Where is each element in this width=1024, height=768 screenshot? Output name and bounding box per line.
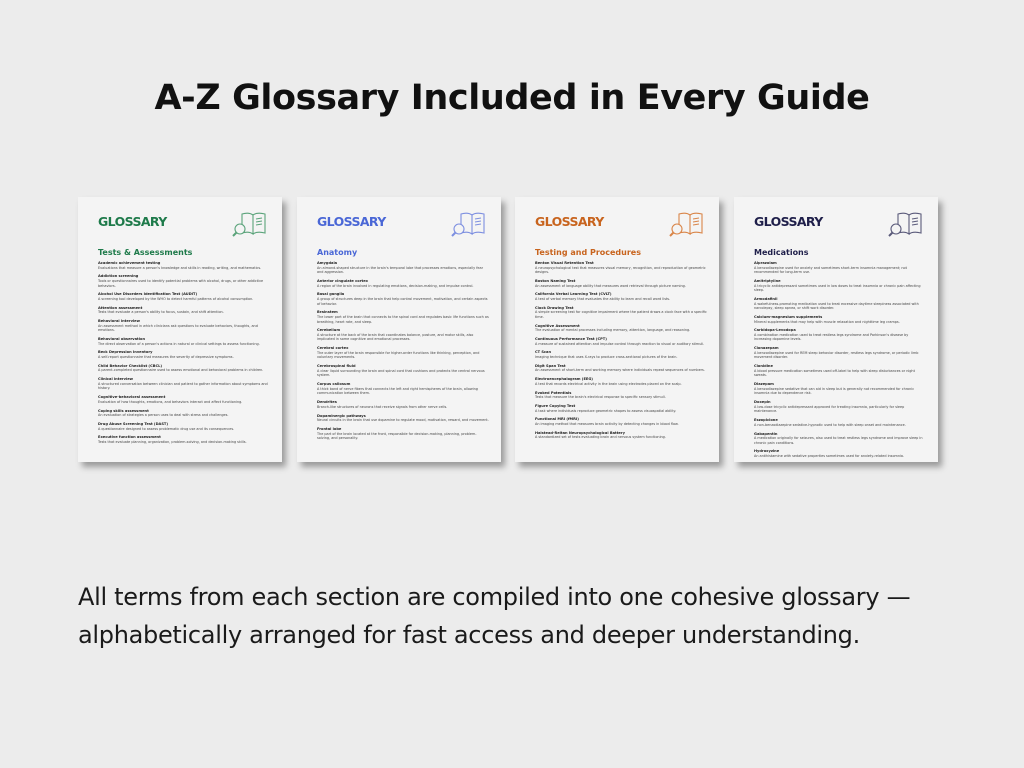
entry-definition: Evaluation of how thoughts, emotions, and behaviors interact and affect functioning. [98,399,243,404]
entry-definition: A benzodiazepine sedative that can aid in sleep but is generally not recommended for chronic insomnia due to dependence risk. [754,386,915,396]
entry-list [317,261,489,441]
entry-term: Behavioral interview [98,319,140,324]
entry-term: Figure Copying Test [535,403,576,408]
entry-term: Evoked Potentials [535,390,572,395]
entry-term: Hydroxyzine [754,449,780,454]
list-item [754,297,926,311]
entry-term: Academic achievement testing [98,261,161,265]
entry-term: California Verbal Learning Test (CVLT) [535,292,612,297]
entry-definition: A test that records electrical activity in the brain using electrodes placed on the scalp. [535,381,682,386]
list-item [754,418,926,427]
entry-definition: A self-report questionnaire that measures the severity of depressive symptoms. [98,355,234,360]
list-item [317,292,489,306]
list-item [98,350,270,359]
entry-term: Clonazepam [754,346,779,351]
list-item [535,324,707,333]
list-item [535,350,707,359]
entry-term: Clinical interview [98,377,133,382]
entry-definition: Tests that evaluate a person's ability to focus, sustain, and shift attention. [98,310,224,315]
entry-definition: A questionnaire designed to assess problematic drug use and its consequences. [98,426,235,431]
entry-term: Amygdala [317,261,338,265]
entry-term: Executive function assessment [98,435,161,440]
entry-term: Drug Abuse Screening Test (DAST) [98,421,169,426]
entry-definition: Imaging technique that uses X-rays to produce cross-sectional pictures of the brain. [535,355,678,360]
entry-term: Child Behavior Checklist (CBCL) [98,363,163,368]
list-item [535,417,707,426]
section-subtitle: Tests & Assessments [98,248,193,257]
entry-definition: Tests that evaluate planning, organization, problem-solving, and decision-making skills. [98,439,247,444]
list-item [98,261,270,270]
list-item [317,328,489,342]
list-item [98,319,270,333]
entry-list [754,261,926,459]
entry-term: Alprazolam [754,261,777,265]
list-item [535,431,707,440]
list-item [317,364,489,378]
entry-definition: The lower part of the brain that connects to the spinal cord and regulates basic life functions such as breathing, heart rate, and sleep. [317,314,489,324]
glossary-pages [78,197,948,467]
entry-definition: The direct observation of a person's actions in natural or clinical settings to assess functioning. [98,341,260,346]
list-item [535,279,707,288]
entry-definition: A benzodiazepine used for REM sleep behavior disorder, restless legs syndrome, or periodic limb movement disorder. [754,350,919,360]
entry-definition: A non-benzodiazepine sedative-hypnotic used to help with sleep onset and maintenance. [754,422,906,427]
entry-definition: A task where individuals reproduce geometric shapes to assess visuospatial ability. [535,408,677,413]
list-item [754,315,926,324]
list-item [98,422,270,431]
list-item [754,400,926,414]
entry-term: Functional MRI (fMRI) [535,417,579,422]
list-item [98,395,270,404]
list-item [98,274,270,288]
entry-term: Clock Drawing Test [535,305,574,310]
entry-term: Cerebral cortex [317,346,349,351]
entry-definition: A parent-completed questionnaire used to assess emotional and behavioral problems in children. [98,368,264,373]
entry-term: Anterior cingulate cortex [317,278,368,283]
list-item [317,382,489,396]
entry-definition: A measure of sustained attention and impulse control through reaction to visual or auditory stimuli. [535,341,705,346]
entry-definition: A simple screening test for cognitive impairment where the patient draws a clock face with a specific time. [535,310,707,319]
entry-definition: Tests that measure the brain's electrical response to specific sensory stimuli. [535,395,666,400]
description-text: All terms from each section are compiled into one cohesive glossary — alphabetically arranged for fast access and deeper understanding. [78,583,911,649]
glossary-title: GLOSSARY [317,214,386,229]
entry-definition: An assessment method in which clinicians ask questions to evaluate behaviors, thoughts, and emotions. [98,323,258,333]
entry-definition: A tricyclic antidepressant sometimes used in low doses to treat insomnia or chronic pain affecting sleep. [754,283,921,293]
section-subtitle: Testing and Procedures [535,248,641,257]
list-item [754,449,926,458]
book-magnifier-icon [669,210,705,238]
list-item [754,328,926,342]
list-item [535,404,707,413]
page-header [527,210,709,248]
entry-term: Frontal lobe [317,426,342,431]
list-item [754,432,926,446]
glossary-title: GLOSSARY [535,214,604,229]
entry-definition: An imaging method that measures brain activity by detecting changes in blood flow. [535,421,679,426]
entry-term: Alcohol Use Disorders Identification Test (AUDIT) [98,292,198,297]
book-magnifier-icon [232,210,268,238]
entry-term: Diazepam [754,382,774,387]
list-item [98,292,270,301]
entry-term: Cerebellum [317,328,341,333]
entry-definition: Evaluations that measure a person's knowledge and skills in reading, writing, and mathematics. [98,265,262,270]
entry-term: Armodafinil [754,296,778,301]
entry-definition: A structured conversation between clinician and patient to gather information about symptoms and history. [98,381,268,391]
entry-definition: A thick band of nerve fibers that connects the left and right hemispheres of the brain, allowing communication between them. [317,386,478,396]
entry-term: Beck Depression Inventory [98,350,153,355]
entry-term: Boston Naming Test [535,278,576,283]
list-item [98,409,270,418]
entry-term: Carbidopa-Levodopa [754,328,796,333]
list-item [317,414,489,423]
entry-definition: A medication originally for seizures, also used to treat restless legs syndrome and improve sleep in chronic pain conditions. [754,436,923,445]
entry-definition: A benzodiazepine used for anxiety and sometimes short-term insomnia management; not recommended for long-term use. [754,265,907,275]
glossary-page-medications [734,197,938,462]
entry-term: Eszopiclone [754,418,778,423]
book-magnifier-icon [888,210,924,238]
entry-term: Halstead-Reitan Neuropsychological Battery [535,430,625,435]
entry-definition: The part of the brain located at the front, responsible for decision-making, planning, problem-solving, and personality. [317,431,477,441]
entry-definition: A low-dose tricyclic antidepressant approved for treating insomnia, particularly for sleep maintenance. [754,404,905,414]
entry-definition: A screening tool developed by the WHO to detect harmful patterns of alcohol consumption. [98,296,254,301]
entry-definition: A standardized set of tests evaluating brain and nervous system functioning. [535,435,666,440]
list-item [317,427,489,441]
entry-definition: A test of verbal memory that evaluates the ability to learn and recall word lists. [535,296,671,301]
entry-definition: A neuropsychological test that measures visual memory, recognition, and reproduction of geometric designs. [535,265,706,275]
list-item [754,261,926,275]
entry-definition: A blood pressure medication sometimes used off-label to help with sleep disturbances or night sweats. [754,368,915,378]
entry-term: Cognitive-behavioral assessment [98,395,166,400]
entry-definition: An assessment of language ability that measures word retrieval through picture naming. [535,283,686,288]
entry-term: Brainstem [317,310,338,315]
list-item [754,364,926,378]
entry-term: Addiction screening [98,274,139,279]
entry-term: Benton Visual Retention Test [535,261,594,265]
entry-definition: A clear liquid surrounding the brain and spinal cord that cushions and protects the central nervous system. [317,368,485,378]
entry-term: Dopaminergic pathways [317,413,366,418]
entry-definition: An antihistamine with sedative properties sometimes used for anxiety-related insomnia. [754,454,905,459]
entry-definition: Tools or questionnaires used to identify potential problems with alcohol, drugs, or other addictive behaviors. [98,278,264,288]
page-header [90,210,272,248]
entry-term: Electroencephalogram (EEG) [535,377,593,382]
page-header [309,210,491,248]
entry-definition: The evaluation of mental processes including memory, attention, language, and reasoning. [535,328,691,333]
list-item [98,377,270,391]
entry-definition: Mineral supplements that may help with muscle relaxation and nighttime leg cramps. [754,319,900,324]
entry-term: Gabapentin [754,431,778,436]
list-item [98,306,270,315]
entry-term: Doxepin [754,400,771,405]
list-item [317,261,489,275]
entry-term: CT Scan [535,350,552,355]
entry-term: Coping skills assessment [98,408,149,413]
entry-term: Dendrites [317,400,337,405]
section-subtitle: Medications [754,248,809,257]
entry-definition: An assessment of short-term and working memory where individuals repeat sequences of numbers. [535,368,705,373]
list-item [535,377,707,386]
book-magnifier-icon [451,210,487,238]
list-item [535,391,707,400]
list-item [317,400,489,409]
entry-definition: A group of structures deep in the brain that help control movement, motivation, and certain aspects of behavior. [317,296,488,306]
glossary-page-testing-procedures [515,197,719,462]
list-item [317,310,489,324]
entry-definition: An evaluation of strategies a person uses to deal with stress and challenges. [98,413,229,418]
list-item [98,337,270,346]
entry-definition: Branch-like structures of neurons that receive signals from other nerve cells. [317,404,448,409]
headline: A-Z Glossary Included in Every Guide [154,78,870,118]
entry-definition: The outer layer of the brain responsible for higher-order functions like thinking, perception, and voluntary movements. [317,350,480,360]
list-item [754,279,926,293]
entry-term: Clonidine [754,364,773,369]
entry-term: Cerebrospinal fluid [317,364,356,369]
entry-definition: A wakefulness-promoting medication used to treat excessive daytime sleepiness associated with narcolepsy, sleep apnea, or shift work disorder. [754,301,919,311]
entry-term: Cognitive Assessment [535,323,580,328]
list-item [754,382,926,396]
list-item [535,261,707,275]
entry-term: Calcium-magnesium supplements [754,314,823,319]
entry-term: Corpus callosum [317,382,351,387]
glossary-title: GLOSSARY [98,214,167,229]
list-item [535,337,707,346]
section-subtitle: Anatomy [317,248,358,257]
entry-term: Behavioral observation [98,337,146,342]
entry-term: Basal ganglia [317,292,345,297]
page-header [746,210,928,248]
list-item [754,346,926,360]
list-item [535,306,707,320]
entry-term: Attention assessment [98,305,143,310]
entry-definition: Neural circuits in the brain that use dopamine to regulate mood, motivation, reward, and movement. [317,418,489,423]
entry-term: Digit Span Test [535,363,566,368]
entry-list [535,261,707,440]
list-item [317,279,489,288]
glossary-title: GLOSSARY [754,214,823,229]
list-item [317,346,489,360]
entry-term: Amitriptyline [754,278,781,283]
entry-definition: A structure at the back of the brain that coordinates balance, posture, and motor skills, also implicated in some cognitive and emotional processes. [317,332,474,342]
entry-definition: A combination medication used to treat restless legs syndrome and Parkinson's disease by increasing dopamine levels. [754,332,909,342]
list-item [98,435,270,444]
entry-definition: An almond-shaped structure in the brain's temporal lobe that processes emotions, especially fear and aggression. [317,265,483,275]
entry-term: Continuous Performance Test (CPT) [535,337,607,342]
entry-definition: A region of the brain involved in regulating emotions, decision-making, and impulse control. [317,283,474,288]
list-item [98,364,270,373]
list-item [535,292,707,301]
list-item [535,364,707,373]
glossary-page-anatomy [297,197,501,462]
glossary-page-tests [78,197,282,462]
entry-list [98,261,270,444]
